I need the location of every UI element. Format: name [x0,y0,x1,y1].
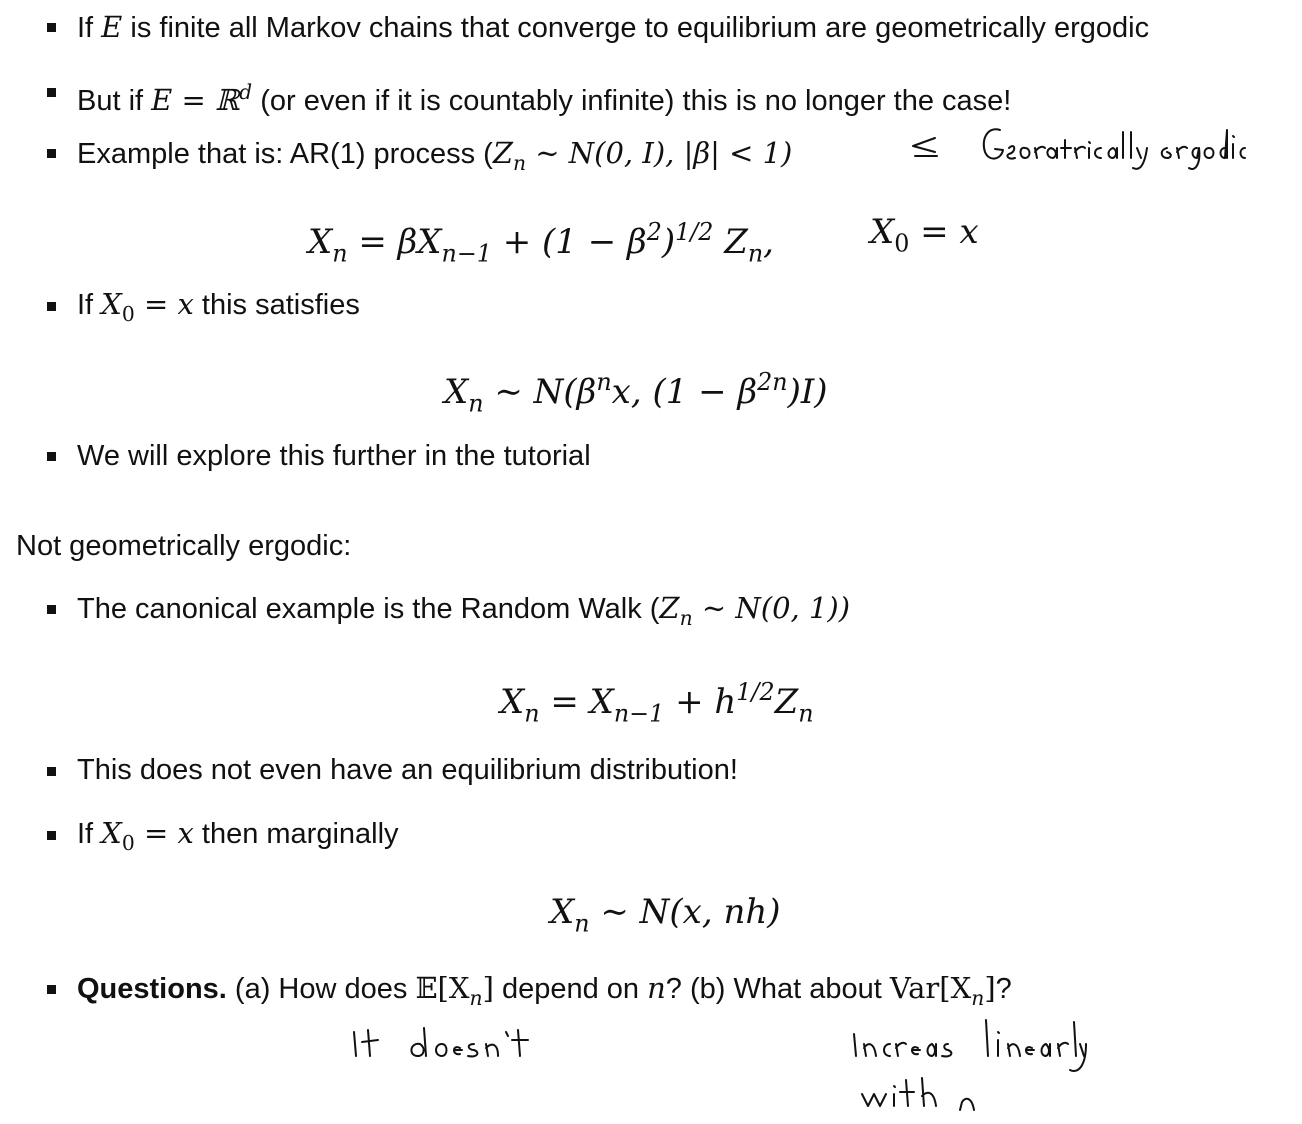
bullet-marker [47,605,56,614]
handwritten-answer-b [848,1014,1088,1114]
random-walk-equation: $X_n = X_{n-1} + h^{1/2}Z_n$ [500,678,814,728]
bullet-marker [47,452,56,461]
bullet-explore-tutorial: We will explore this further in the tutorial [77,440,591,472]
ar1-equation: $X_n = \beta X_{n-1} + (1 - \beta^2)^{1/2}$ $Z_n$, [308,218,774,268]
bullet-ar1-example: Example that is: AR(1) process ($Z_n$ ∼ N(0, I), |β| < 1) [77,136,793,176]
bullet-marker [47,149,56,158]
bullet-finite-ergodic: If E is finite all Markov chains that converge to equilibrium are geometrically ergodic [77,10,1150,44]
bullet-marker [47,985,56,994]
bullet-ar1-satisfies: If $X_0 = x$ this satisfies [77,287,360,327]
bullet-no-equilibrium: This does not even have an equilibrium distribution! [77,754,738,786]
bullet-infinite-space: But if E = ℝ$^d$ (or even if it is countably infinite) this is no longer the case! [77,80,1012,118]
bullet-rw-marginally: If $X_0 = x$ then marginally [77,816,399,856]
random-walk-marginal-equation: $X_n$ ∼ N(x, nh) [550,892,781,938]
bullet-marker [47,831,56,840]
handwritten-answer-a [348,1022,538,1067]
section-heading: Not geometrically ergodic: [16,530,352,562]
ar1-initial-condition: $X_0 = x$ [870,212,979,258]
ar1-marginal-equation: $X_n$ ∼ $N(\beta^nx$, $(1 - \beta^{2n})I$) [444,368,828,418]
bullet-marker [47,88,56,97]
bullet-marker [47,23,56,32]
bullet-questions: Questions. (a) How does $𝔼[X_n]$ depend on n? (b) What about $Var[X_n]$? [77,971,1012,1011]
handwritten-geometrically-ergodic [905,118,1245,178]
bullet-marker [47,767,56,776]
bullet-marker [47,302,56,311]
bullet-random-walk: The canonical example is the Random Walk ($Z_n$ ∼ N(0, 1)) [77,591,851,631]
